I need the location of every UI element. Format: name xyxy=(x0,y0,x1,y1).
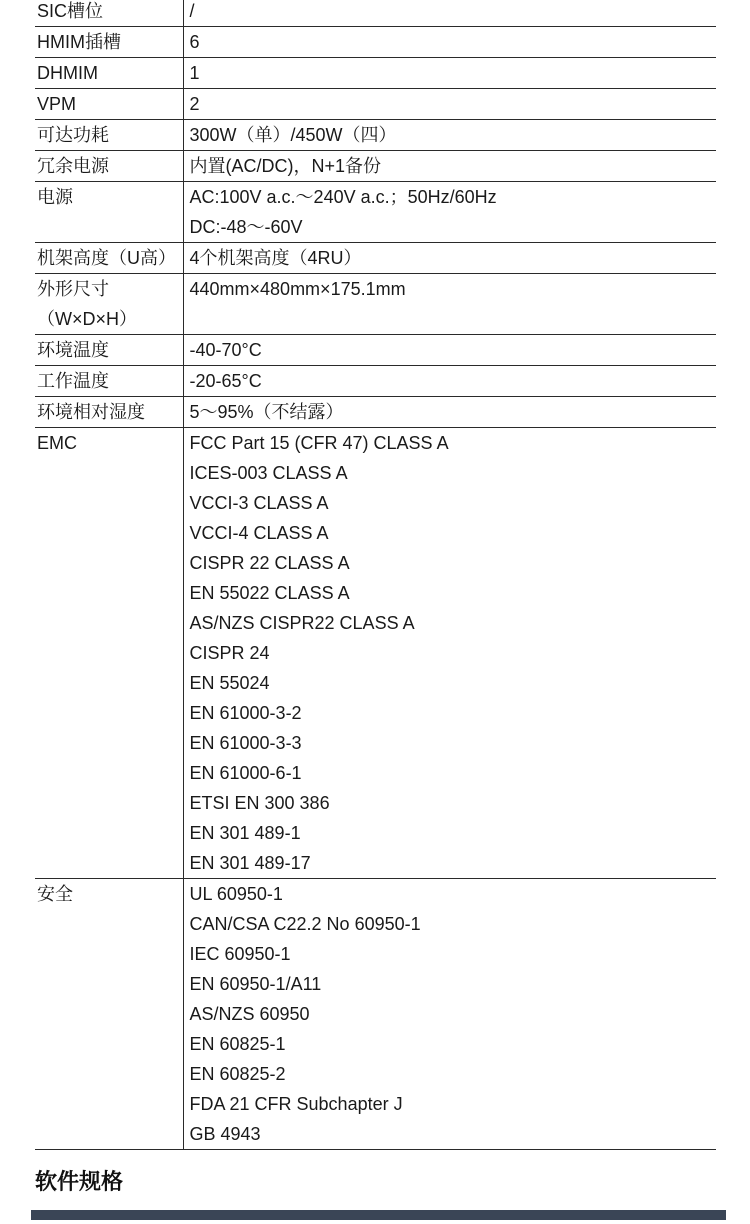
spec-label-line: 可达功耗 xyxy=(37,125,109,145)
spec-value xyxy=(183,335,716,366)
spec-value-line: EN 61000-3-2 xyxy=(189,703,302,723)
spec-value-line: AS/NZS 60950 xyxy=(189,1004,310,1024)
spec-row xyxy=(35,366,716,397)
spec-value-line: 1 xyxy=(189,63,200,83)
spec-value-line: CAN/CSA C22.2 No 60950-1 xyxy=(189,914,421,934)
spec-label-line: 外形尺寸 xyxy=(37,279,109,299)
section-title-software-specs: 软件规格 xyxy=(35,1169,124,1194)
spec-row xyxy=(35,274,716,335)
spec-value-line: VCCI-3 CLASS A xyxy=(189,493,329,513)
spec-value-line: CISPR 24 xyxy=(189,643,270,663)
spec-value xyxy=(183,366,716,397)
spec-value xyxy=(183,58,716,89)
spec-value-line: CISPR 22 CLASS A xyxy=(189,553,350,573)
spec-value-line: EN 301 489-1 xyxy=(189,823,301,843)
spec-value-line: EN 301 489-17 xyxy=(189,853,311,873)
spec-value-line: AC:100V a.c.～240V a.c.；50Hz/60Hz xyxy=(189,187,497,207)
spec-value-line: / xyxy=(189,1,195,21)
spec-row xyxy=(35,120,716,151)
spec-label xyxy=(35,58,183,89)
spec-label xyxy=(35,366,183,397)
spec-label-line: 工作温度 xyxy=(37,371,109,391)
spec-label-line: HMIM插槽 xyxy=(37,32,121,52)
spec-label-line: 电源 xyxy=(37,187,73,207)
spec-row xyxy=(35,0,716,27)
spec-label-line: 环境温度 xyxy=(37,340,109,360)
spec-value-line: EN 55024 xyxy=(189,673,270,693)
spec-label-line: EMC xyxy=(37,433,77,453)
spec-row xyxy=(35,243,716,274)
spec-label-line: 安全 xyxy=(37,884,73,904)
spec-value-line: EN 61000-6-1 xyxy=(189,763,302,783)
spec-label xyxy=(35,335,183,366)
spec-value-line: EN 60950-1/A11 xyxy=(189,974,322,994)
spec-row xyxy=(35,27,716,58)
spec-row xyxy=(35,58,716,89)
spec-label xyxy=(35,879,183,1150)
spec-value xyxy=(183,151,716,182)
spec-label-line: （W×D×H） xyxy=(37,309,138,329)
spec-label xyxy=(35,182,183,243)
spec-label-line: 环境相对湿度 xyxy=(37,402,145,422)
spec-label xyxy=(35,0,183,27)
spec-value xyxy=(183,0,716,27)
spec-value-line: -20-65°C xyxy=(189,371,262,391)
spec-value-line: FDA 21 CFR Subchapter J xyxy=(189,1094,403,1114)
spec-value-line: EN 61000-3-3 xyxy=(189,733,302,753)
spec-value-line: 4个机架高度（4RU） xyxy=(189,248,362,268)
hardware-spec-table xyxy=(35,0,716,1150)
spec-value xyxy=(183,274,716,335)
spec-value-line: 2 xyxy=(189,94,200,114)
spec-label xyxy=(35,243,183,274)
spec-value-line: UL 60950-1 xyxy=(189,884,283,904)
spec-label-line: DHMIM xyxy=(37,63,98,83)
spec-label xyxy=(35,274,183,335)
spec-value xyxy=(183,879,716,1150)
spec-value xyxy=(183,89,716,120)
spec-value xyxy=(183,27,716,58)
spec-value xyxy=(183,428,716,879)
spec-value-line: 300W（单）/450W（四） xyxy=(189,125,397,145)
spec-label-line: VPM xyxy=(37,94,77,114)
spec-value-line: 5～95%（不结露） xyxy=(189,402,344,422)
spec-table-body xyxy=(35,0,716,1150)
spec-value-line: IEC 60950-1 xyxy=(189,944,291,964)
section-divider-bar xyxy=(31,1210,726,1220)
spec-label-line: 机架高度（U高） xyxy=(37,248,176,268)
spec-label xyxy=(35,428,183,879)
spec-value-line: ICES-003 CLASS A xyxy=(189,463,348,483)
spec-label-line: SIC槽位 xyxy=(37,1,104,21)
spec-label xyxy=(35,151,183,182)
spec-row xyxy=(35,89,716,120)
spec-value-line: FCC Part 15 (CFR 47) CLASS A xyxy=(189,433,449,453)
spec-value xyxy=(183,120,716,151)
spec-value xyxy=(183,243,716,274)
spec-row xyxy=(35,397,716,428)
spec-label xyxy=(35,27,183,58)
spec-row xyxy=(35,335,716,366)
spec-value-line: 内置(AC/DC)，N+1备份 xyxy=(189,156,382,176)
spec-value-line: VCCI-4 CLASS A xyxy=(189,523,329,543)
spec-value xyxy=(183,397,716,428)
spec-label-line: 冗余电源 xyxy=(37,156,109,176)
spec-value-line: DC:-48～-60V xyxy=(189,217,303,237)
spec-label xyxy=(35,89,183,120)
spec-value-line: GB 4943 xyxy=(189,1124,261,1144)
spec-value-line: EN 60825-2 xyxy=(189,1064,286,1084)
spec-value xyxy=(183,182,716,243)
spec-value-line: AS/NZS CISPR22 CLASS A xyxy=(189,613,415,633)
spec-row xyxy=(35,879,716,1150)
spec-row xyxy=(35,182,716,243)
spec-row xyxy=(35,428,716,879)
spec-value-line: EN 55022 CLASS A xyxy=(189,583,350,603)
spec-value-line: ETSI EN 300 386 xyxy=(189,793,330,813)
spec-value-line: 6 xyxy=(189,32,200,52)
spec-label xyxy=(35,120,183,151)
spec-value-line: -40-70°C xyxy=(189,340,262,360)
spec-value-line: EN 60825-1 xyxy=(189,1034,286,1054)
spec-row xyxy=(35,151,716,182)
spec-value-line: 440mm×480mm×175.1mm xyxy=(189,279,406,299)
spec-label xyxy=(35,397,183,428)
